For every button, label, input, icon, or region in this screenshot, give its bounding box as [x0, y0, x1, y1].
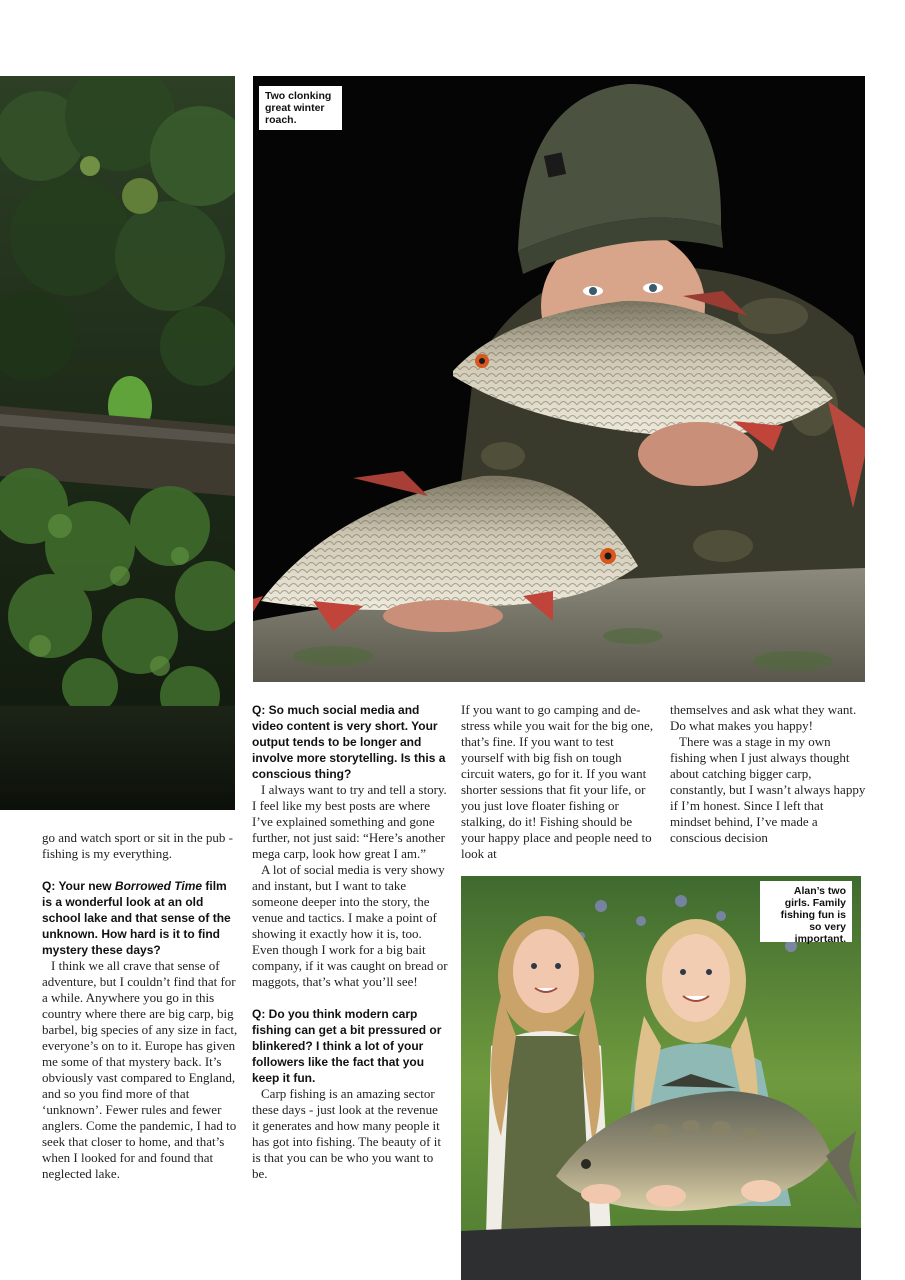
text-column-2 [252, 702, 448, 1182]
paragraph: If you want to go camping and de-stress while you wait for the big one, that’s fine. If you want to test yourself with big fish on tough circuit waters, go for it. If you want shorter sessions that fit your life, or you just love floater fishing or stalking, do it! Fishing should be your happy place and people need to look at [461, 702, 654, 861]
interview-question: Q: So much social media and video content is very short. Your output tends to be longer and involve more storytelling. Is this a conscious thing? [252, 703, 446, 781]
interview-answer: I think we all crave that sense of adventure, but I couldn’t find that for a while. Anywhere you go in this country where there are big carp, big barbel, big species of any size in fact, everyone’s on to it. Europe has given me some of that mystery back. It’s obviously vast compared to England, and so you find more of that ‘unknown’. Fewer rules and fewer anglers. Come the pandemic, I had to seek that closer to home, and that’s when I looked for and found that neglected lake. [42, 958, 238, 1181]
text-column-3 [461, 702, 657, 862]
interview-question: Q: Do you think modern carp fishing can get a bit pressured or blinkered? I think a lot of your followers like the fact that you keep it fun. [252, 1007, 442, 1085]
photo-caption-roach: Two clonking great winter roach. [259, 86, 342, 130]
interview-question: Q: Your new Borrowed Time film is a wonderful look at an old school lake and that sense of the unknown. How hard is it to find mystery these days? [42, 879, 231, 957]
text-column-1 [42, 830, 238, 1182]
interview-answer: A lot of social media is very showy and instant, but I want to take someone deeper into the story, the venue and tactics. I make a point of showing it exactly how it is, too. Even though I work for a big bait company, if it was caught on bread or maggots, that’s what you’ll see! [252, 862, 448, 989]
photo-woodland-lake [0, 76, 235, 810]
photo-angler-with-roach [253, 76, 865, 682]
interview-answer: Carp fishing is an amazing sector these days - just look at the revenue it generates and how many people it has got into fishing. The beauty of it is that you can be who you want to be. [252, 1086, 441, 1181]
film-title: Borrowed Time [114, 879, 203, 893]
paragraph: There was a stage in my own fishing when I just always thought about catching bigger carp, constantly, but I wasn’t always happy if I’m honest. Since I left that mindset behind, I’ve made a conscious decision [670, 734, 866, 845]
interview-answer: I always want to try and tell a story. I feel like my best posts are where I’ve explained something and gone further, not just said: “Here’s another mega carp, look how great I am.” [252, 782, 447, 861]
text-column-4 [670, 702, 866, 846]
photo-caption-girls: Alan’s two girls. Family fishing fun is so very important. [760, 881, 852, 942]
paragraph: go and watch sport or sit in the pub - fishing is my everything. [42, 830, 233, 861]
paragraph: themselves and ask what they want. Do what makes you happy! [670, 702, 857, 733]
